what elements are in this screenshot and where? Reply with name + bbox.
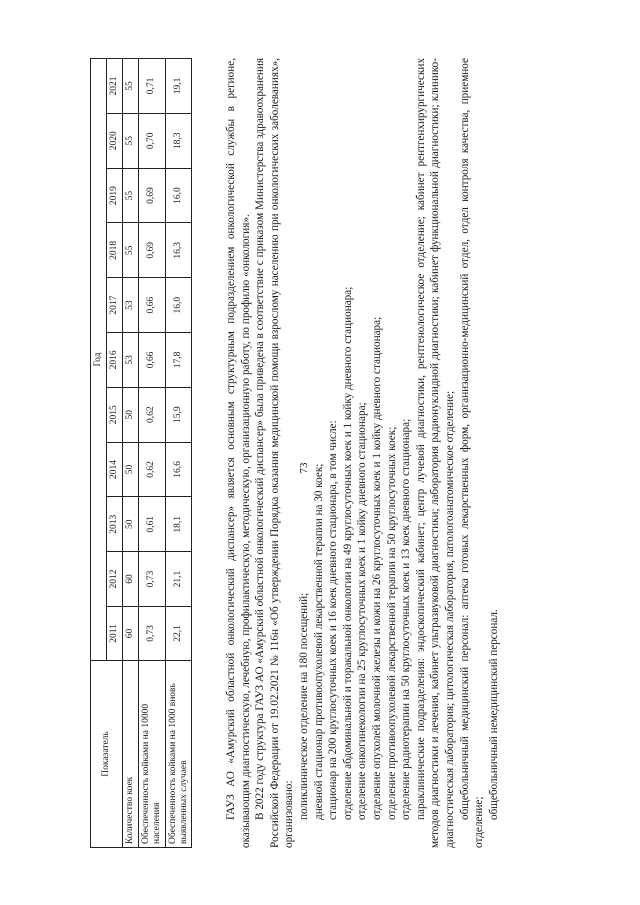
- indicator-header: Показатель: [91, 661, 123, 848]
- table-cell: 0,62: [138, 387, 165, 442]
- year-header: 2012: [106, 552, 122, 607]
- year-header: 2017: [106, 278, 122, 333]
- year-header: 2014: [106, 442, 122, 497]
- table-cell: 0,61: [138, 497, 165, 552]
- table-row: [138, 59, 165, 848]
- table-cell: 16,0: [165, 278, 192, 333]
- table-cell: 0,69: [138, 168, 165, 223]
- year-header: 2019: [106, 168, 122, 223]
- table-cell: 16,6: [165, 442, 192, 497]
- list-item: отделение онкогинекологии на 25 круглосуточных коек и 1 койку дневного стационара;: [356, 402, 369, 820]
- table-row: [165, 59, 192, 848]
- beds-table: [90, 58, 192, 848]
- table-cell: 53: [122, 278, 138, 333]
- table-cell: 0,66: [138, 333, 165, 388]
- year-group-header: Год: [91, 59, 107, 661]
- table-cell: 16,0: [165, 168, 192, 223]
- table-cell: 50: [122, 387, 138, 442]
- row-label: Обеспеченность койками на 1000 вновь выявленных случаев: [165, 661, 192, 848]
- table-cell: 55: [122, 59, 138, 114]
- list-item: отделение абдоминальной и торакальной онкологии на 49 круглосуточных коек и 1 койку дневного стационара;: [341, 286, 354, 820]
- row-label: Обеспеченность койками на 10000 населения: [138, 661, 165, 848]
- year-header: 2013: [106, 497, 122, 552]
- list-item: отделение радиотерапии на 50 круглосуточных коек и 13 коек дневного стационара;: [400, 418, 413, 820]
- list-item: поликлиническое отделение на 180 посещений;: [297, 592, 310, 820]
- year-header: 2018: [106, 223, 122, 278]
- page-number: 73: [298, 462, 310, 474]
- table-cell: 0,70: [138, 113, 165, 168]
- list-item: дневной стационар противоопухолевой лекарственной терапии на 30 коек;: [312, 463, 325, 820]
- body-text: [224, 58, 501, 848]
- table-cell: 22,1: [165, 606, 192, 660]
- list-item: отделение опухолей молочной железы и кожи на 26 круглосуточных коек и 1 койку дневного стационара;: [370, 316, 383, 820]
- table-cell: 15,9: [165, 387, 192, 442]
- table-body: [122, 59, 192, 848]
- list-item: стационар на 200 круглосуточных коек и 16 коек дневного стационара, в том числе:: [327, 420, 340, 820]
- paragraph-5: общебольничный немедицинский персонал.: [487, 609, 500, 820]
- table-cell: 60: [122, 606, 138, 660]
- paragraph-2: В 2022 году структура ГАУЗ АО «Амурский областной онкологический диспансер» была приведена в соответствие с приказом Министерства здравоохранения Российской Федерации от 19.02.2021 № 116н «Об утверждении Порядка оказания медицинской помощи взрослому населению при онкологических заболеваниях», организовано:: [254, 58, 296, 848]
- year-header: 2016: [106, 333, 122, 388]
- table-cell: 0,62: [138, 442, 165, 497]
- table-cell: 16,3: [165, 223, 192, 278]
- table-cell: 50: [122, 442, 138, 497]
- year-header: 2021: [106, 59, 122, 114]
- table-cell: 0,66: [138, 278, 165, 333]
- year-header: 2020: [106, 113, 122, 168]
- table-cell: 0,69: [138, 223, 165, 278]
- structure-list: [297, 58, 414, 848]
- table-cell: 55: [122, 223, 138, 278]
- paragraph-4: общебольничный медицинский персонал: аптека готовых лекарственных форм, организационно-медицинский отдел, отдел контроля качества, приемное отделение;: [458, 58, 486, 848]
- paragraph-3: параклинические подразделения: эндоскопический кабинет; центр лучевой диагностики, рентгенологическое отделение; кабинет рентгенхирургических методов диагностики и лечения, кабинет ультразвуковой диагностики; лаборатория радионуклидной диагностики; кабинет функциональной диагностики; клинико-диагностическая лаборатория; цитологическая лаборатория, патологоанатомическое отделение;: [414, 58, 456, 848]
- list-item: отделение противоопухолевой лекарственной терапии на 50 круглосуточных коек;: [385, 426, 398, 820]
- table-cell: 55: [122, 113, 138, 168]
- table-cell: 50: [122, 497, 138, 552]
- rotated-content: [90, 58, 640, 848]
- table-cell: 0,73: [138, 606, 165, 660]
- table-cell: 0,73: [138, 552, 165, 607]
- table-cell: 53: [122, 333, 138, 388]
- row-label: Количество коек: [122, 661, 138, 848]
- table-cell: 60: [122, 552, 138, 607]
- year-header: 2011: [106, 606, 122, 660]
- table-cell: 55: [122, 168, 138, 223]
- paragraph-1: ГАУЗ АО «Амурский областной онкологический диспансер» является основным структурным подразделением онкологической службы в регионе, оказывающим диагностическую, лечебную, профилактическую, методическую, организационную работу, по профилю «онкология».: [225, 58, 252, 848]
- table-cell: 17,8: [165, 333, 192, 388]
- table-cell: 18,1: [165, 497, 192, 552]
- table-cell: 21,1: [165, 552, 192, 607]
- table-cell: 19,1: [165, 59, 192, 114]
- year-header: 2015: [106, 387, 122, 442]
- table-cell: 18,3: [165, 113, 192, 168]
- table-row: [122, 59, 138, 848]
- table-cell: 0,71: [138, 59, 165, 114]
